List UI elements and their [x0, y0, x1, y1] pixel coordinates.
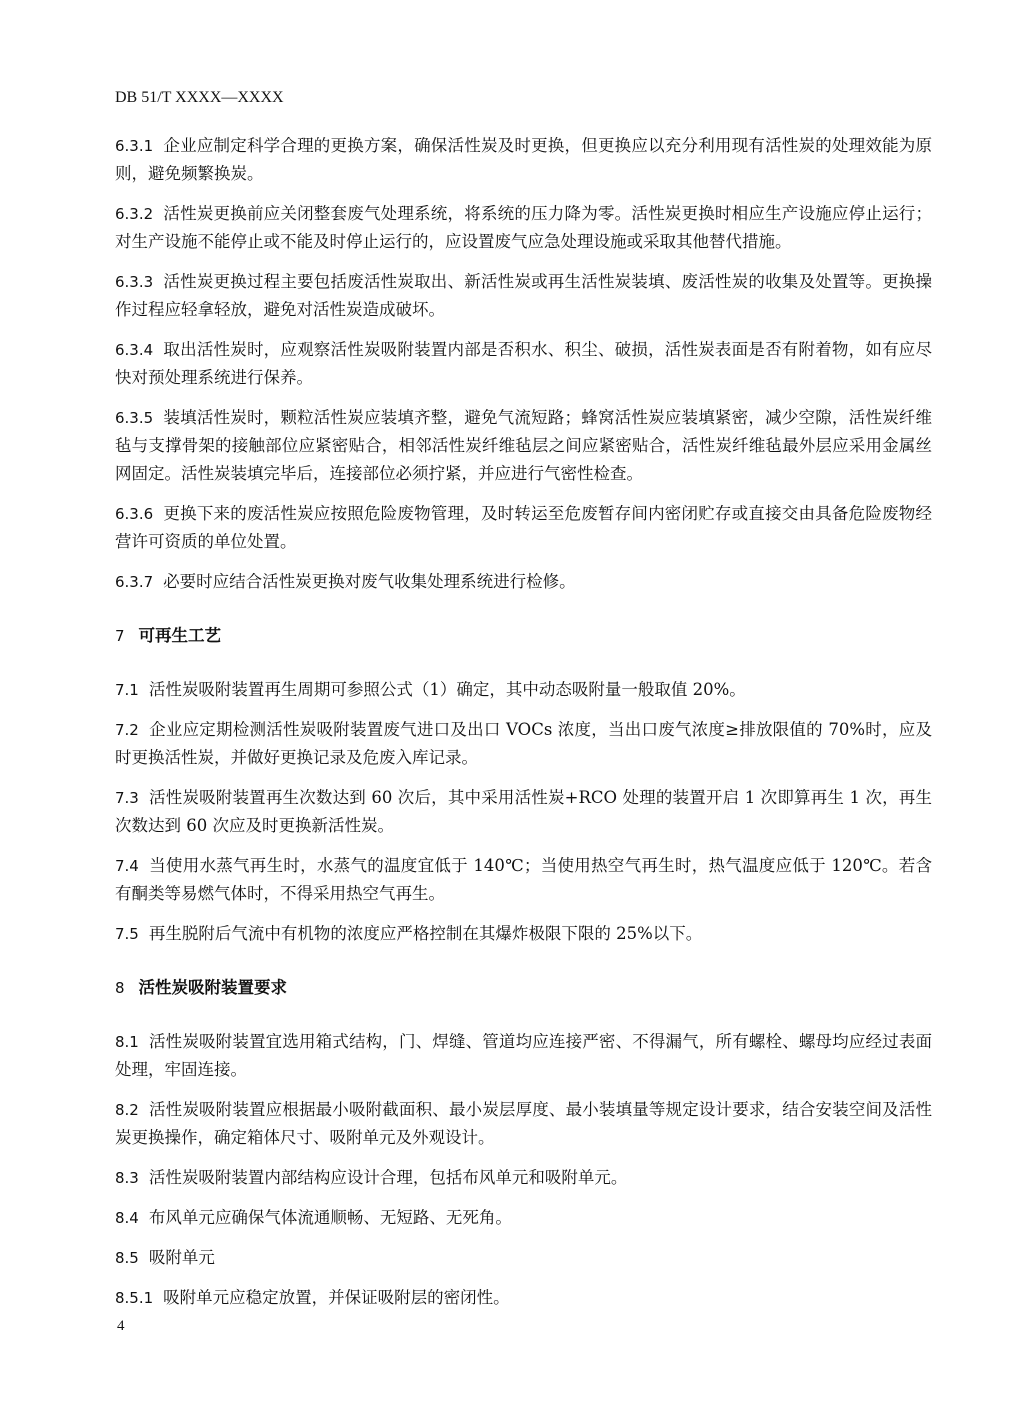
clause-number: 8.1	[115, 1033, 139, 1051]
clause-number: 7.4	[115, 857, 139, 875]
clause-paragraph	[115, 200, 932, 256]
clause-paragraph	[115, 268, 932, 324]
clause-paragraph	[115, 676, 932, 704]
clause-paragraph	[115, 336, 932, 392]
clause-text: 活性炭吸附装置再生周期可参照公式（1）确定，其中动态吸附量一般取值 20%。	[148, 680, 746, 699]
clause-text: 活性炭更换过程主要包括废活性炭取出、新活性炭或再生活性炭装填、废活性炭的收集及处置等。更换操作过程应轻拿轻放，避免对活性炭造成破坏。	[115, 272, 932, 319]
clause-text: 再生脱附后气流中有机物的浓度应严格控制在其爆炸极限下限的 25%以下。	[148, 924, 703, 943]
clause-text: 装填活性炭时，颗粒活性炭应装填齐整，避免气流短路；蜂窝活性炭应装填紧密，减少空隙，活性炭纤维毡与支撑骨架的接触部位应紧密贴合，相邻活性炭纤维毡层之间应紧密贴合，活性炭纤维毡最外层应采用金属丝网固定。活性炭装填完毕后，连接部位必须拧紧，并应进行气密性检查。	[115, 408, 932, 483]
clause-number: 6.3.2	[115, 205, 154, 223]
page-number: 4	[117, 1318, 125, 1334]
clause-paragraph	[115, 1204, 932, 1232]
clause-number: 7	[115, 627, 125, 645]
clause-text: 必要时应结合活性炭更换对废气收集处理系统进行检修。	[163, 572, 576, 591]
clause-paragraph	[115, 568, 932, 596]
clause-paragraph	[115, 500, 932, 556]
clause-paragraph	[115, 1164, 932, 1192]
clause-number: 8.5	[115, 1249, 139, 1267]
clause-number: 6.3.7	[115, 573, 154, 591]
section-heading	[115, 622, 932, 650]
clause-number: 7.2	[115, 721, 139, 739]
clause-number: 6.3.6	[115, 505, 154, 523]
clause-text: 活性炭吸附装置内部结构应设计合理，包括布风单元和吸附单元。	[148, 1168, 628, 1187]
clause-number: 8.3	[115, 1169, 139, 1187]
clause-text: 吸附单元	[148, 1248, 215, 1267]
clause-paragraph	[115, 1028, 932, 1084]
clause-number: 7.1	[115, 681, 139, 699]
clause-number: 8	[115, 979, 125, 997]
clause-paragraph	[115, 1244, 932, 1272]
clause-number: 6.3.1	[115, 137, 154, 155]
clause-paragraph	[115, 404, 932, 488]
clause-number: 7.3	[115, 789, 139, 807]
clause-number: 8.4	[115, 1209, 139, 1227]
clause-paragraph	[115, 1284, 932, 1312]
clause-text: 更换下来的废活性炭应按照危险废物管理，及时转运至危废暂存间内密闭贮存或直接交由具备危险废物经营许可资质的单位处置。	[115, 504, 932, 551]
clause-text: 吸附单元应稳定放置，并保证吸附层的密闭性。	[163, 1288, 510, 1307]
document-code: DB 51/T XXXX—XXXX	[115, 89, 284, 106]
clause-text: 取出活性炭时，应观察活性炭吸附装置内部是否积水、积尘、破损，活性炭表面是否有附着物，如有应尽快对预处理系统进行保养。	[115, 340, 932, 387]
clause-text: 活性炭吸附装置再生次数达到 60 次后，其中采用活性炭+RCO 处理的装置开启 1 次即算再生 1 次，再生次数达到 60 次应及时更换新活性炭。	[115, 788, 932, 835]
document-body	[115, 132, 932, 1324]
clause-paragraph	[115, 132, 932, 188]
clause-text: 活性炭吸附装置应根据最小吸附截面积、最小炭层厚度、最小装填量等规定设计要求，结合安装空间及活性炭更换操作，确定箱体尺寸、吸附单元及外观设计。	[115, 1100, 932, 1147]
clause-paragraph	[115, 716, 932, 772]
clause-text: 企业应制定科学合理的更换方案，确保活性炭及时更换，但更换应以充分利用现有活性炭的处理效能为原则，避免频繁换炭。	[115, 136, 932, 183]
clause-text: 企业应定期检测活性炭吸附装置废气进口及出口 VOCs 浓度，当出口废气浓度≥排放限值的 70%时，应及时更换活性炭，并做好更换记录及危废入库记录。	[115, 720, 932, 767]
clause-text: 活性炭吸附装置宜选用箱式结构，门、焊缝、管道均应连接严密、不得漏气，所有螺栓、螺母均应经过表面处理，牢固连接。	[115, 1032, 932, 1079]
clause-text: 可再生工艺	[138, 626, 222, 645]
clause-number: 7.5	[115, 925, 139, 943]
clause-number: 6.3.5	[115, 409, 154, 427]
clause-paragraph	[115, 852, 932, 908]
section-heading	[115, 974, 932, 1002]
clause-number: 8.5.1	[115, 1289, 154, 1307]
clause-text: 布风单元应确保气体流通顺畅、无短路、无死角。	[148, 1208, 512, 1227]
clause-text: 活性炭更换前应关闭整套废气处理系统，将系统的压力降为零。活性炭更换时相应生产设施应停止运行；对生产设施不能停止或不能及时停止运行的，应设置废气应急处理设施或采取其他替代措施。	[115, 204, 932, 251]
clause-paragraph	[115, 1096, 932, 1152]
clause-paragraph	[115, 920, 932, 948]
clause-number: 6.3.4	[115, 341, 154, 359]
clause-paragraph	[115, 784, 932, 840]
clause-text: 活性炭吸附装置要求	[138, 978, 288, 997]
clause-number: 6.3.3	[115, 273, 154, 291]
clause-number: 8.2	[115, 1101, 139, 1119]
clause-text: 当使用水蒸气再生时，水蒸气的温度宜低于 140℃；当使用热空气再生时，热气温度应低于 120℃。若含有酮类等易燃气体时，不得采用热空气再生。	[115, 856, 932, 903]
